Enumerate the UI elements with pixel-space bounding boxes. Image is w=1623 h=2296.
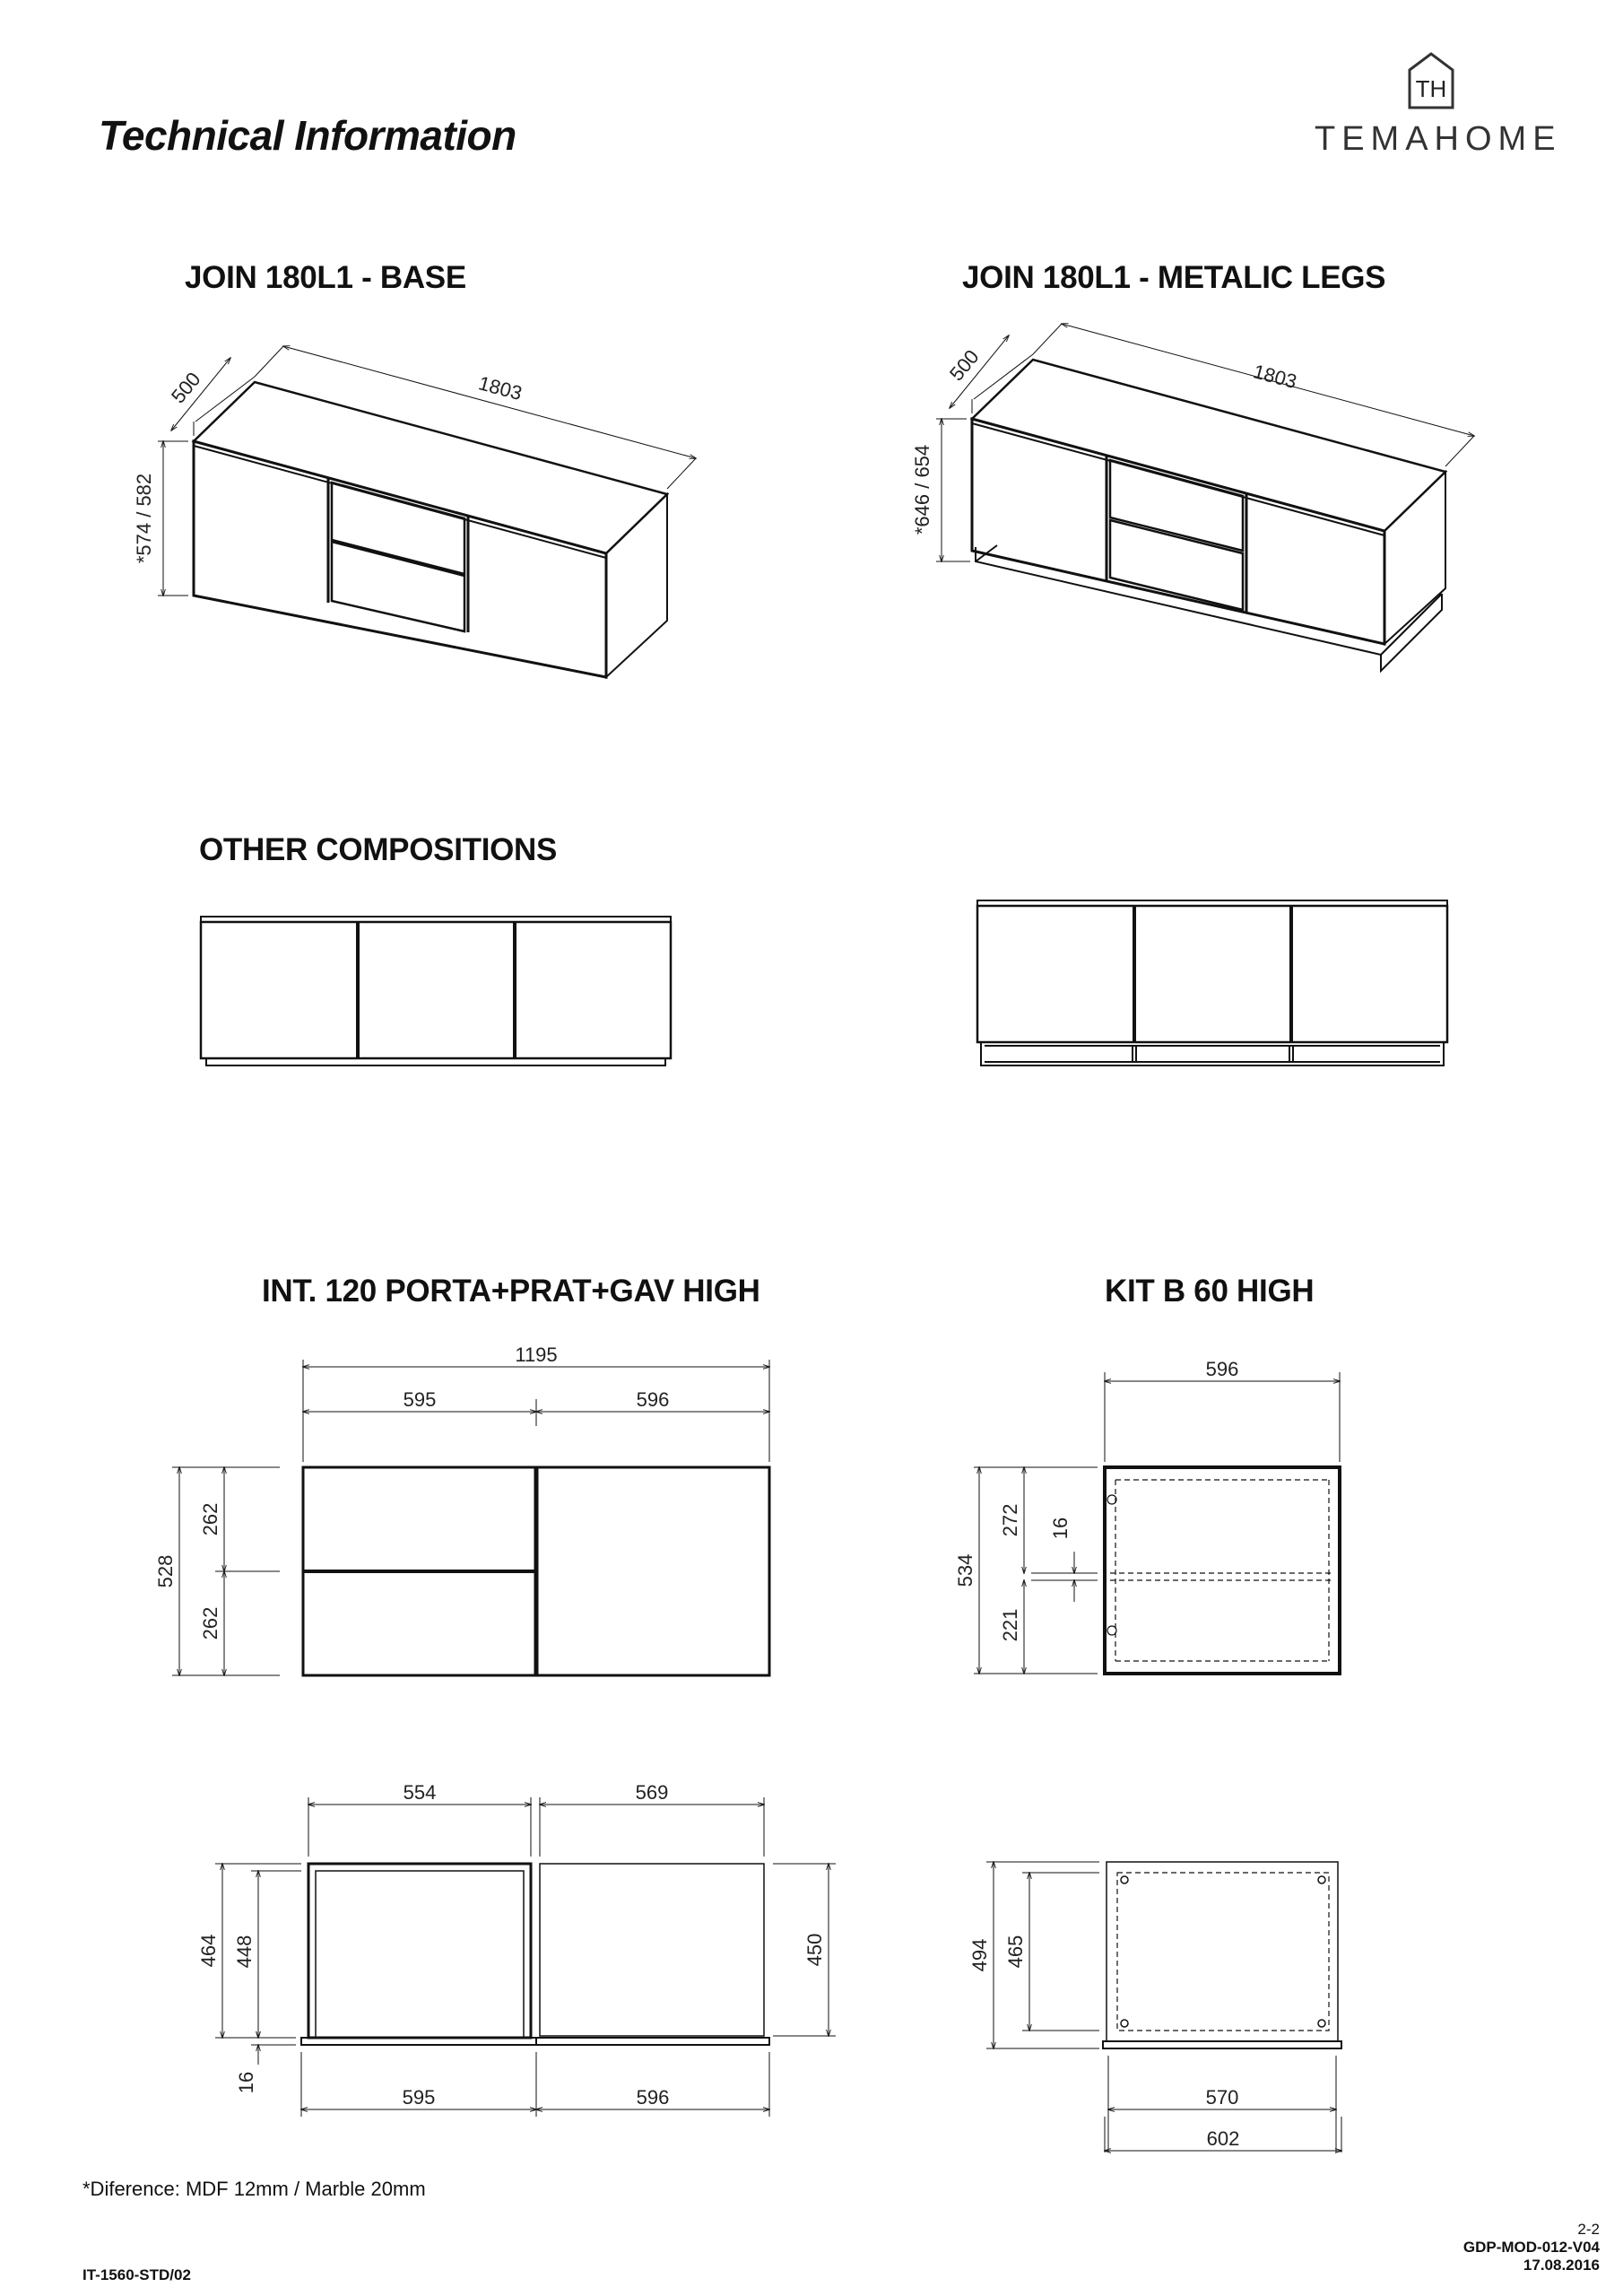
kit-lower-label: 221 xyxy=(999,1608,1021,1642)
document-date: 17.08.2016 xyxy=(1523,2257,1600,2274)
int-plan-right-bottom-label: 596 xyxy=(636,2086,670,2109)
kit-shelf-label: 16 xyxy=(1049,1517,1072,1540)
legs-height-label: *646 / 654 xyxy=(911,444,933,535)
int-front-drawing xyxy=(303,1467,769,1675)
kit-width-label: 596 xyxy=(1205,1358,1239,1380)
other-composition-legs xyxy=(977,900,1447,1065)
int-plan-left-top-label: 554 xyxy=(403,1781,437,1804)
kit-front-dimensions xyxy=(974,1372,1340,1674)
int-right-width-label: 596 xyxy=(636,1388,670,1411)
base-cabinet-drawing xyxy=(194,382,667,677)
int-plan-drawing xyxy=(301,1864,769,2045)
int-left-width-label: 595 xyxy=(403,1388,437,1411)
kit-height-label: 534 xyxy=(954,1553,976,1587)
int-plan-h2-label: 448 xyxy=(233,1935,256,1969)
document-code: GDP-MOD-012-V04 xyxy=(1462,2239,1600,2256)
int-total-width-label: 1195 xyxy=(515,1344,558,1366)
int-front-dimensions xyxy=(172,1360,769,1675)
base-height-label: *574 / 582 xyxy=(133,473,155,564)
section-title-int: INT. 120 PORTA+PRAT+GAV HIGH xyxy=(262,1274,760,1309)
kit-upper-label: 272 xyxy=(999,1503,1021,1537)
int-top-height-label: 262 xyxy=(199,1502,221,1536)
kit-front-drawing xyxy=(1105,1467,1340,1674)
section-title-base: JOIN 180L1 - BASE xyxy=(185,260,466,295)
footer-right xyxy=(1463,2221,1600,2274)
page-number: 2-2 xyxy=(1577,2221,1600,2238)
int-plan-left-bottom-label: 595 xyxy=(402,2086,436,2109)
kit-plan-w1-label: 570 xyxy=(1205,2086,1239,2109)
kit-plan-outer-label: 494 xyxy=(968,1938,991,1972)
logo-monogram: TH xyxy=(1415,75,1447,102)
kit-plan-drawing xyxy=(1103,1862,1341,2048)
page-title: Technical Information xyxy=(99,112,516,159)
kit-plan-dimensions xyxy=(986,1862,1341,2152)
section-title-other: OTHER COMPOSITIONS xyxy=(199,832,558,867)
int-plan-right-top-label: 569 xyxy=(635,1781,669,1804)
int-plan-h1-label: 464 xyxy=(197,1934,220,1968)
document-id: IT-1560-STD/02 xyxy=(82,2266,191,2283)
section-title-kit: KIT B 60 HIGH xyxy=(1105,1274,1315,1309)
other-composition-base xyxy=(201,917,671,1065)
legs-width-label: 1803 xyxy=(1251,360,1299,394)
int-height-label: 528 xyxy=(154,1554,177,1588)
base-dimension-lines xyxy=(158,346,696,596)
int-plan-h3-label: 450 xyxy=(803,1933,826,1967)
int-plan-base-label: 16 xyxy=(235,2071,257,2094)
section-title-legs: JOIN 180L1 - METALIC LEGS xyxy=(962,260,1386,295)
legs-depth-label: 500 xyxy=(944,345,984,386)
legs-cabinet-drawing xyxy=(972,360,1445,671)
int-bottom-height-label: 262 xyxy=(199,1606,221,1640)
legs-dimension-lines xyxy=(936,324,1474,561)
logo-text: TEMAHOME xyxy=(1315,120,1562,158)
base-depth-label: 500 xyxy=(166,368,205,408)
base-width-label: 1803 xyxy=(476,371,525,405)
kit-plan-w2-label: 602 xyxy=(1206,2127,1240,2150)
footnote: *Diference: MDF 12mm / Marble 20mm xyxy=(82,2178,426,2200)
kit-plan-inner-label: 465 xyxy=(1004,1935,1027,1969)
